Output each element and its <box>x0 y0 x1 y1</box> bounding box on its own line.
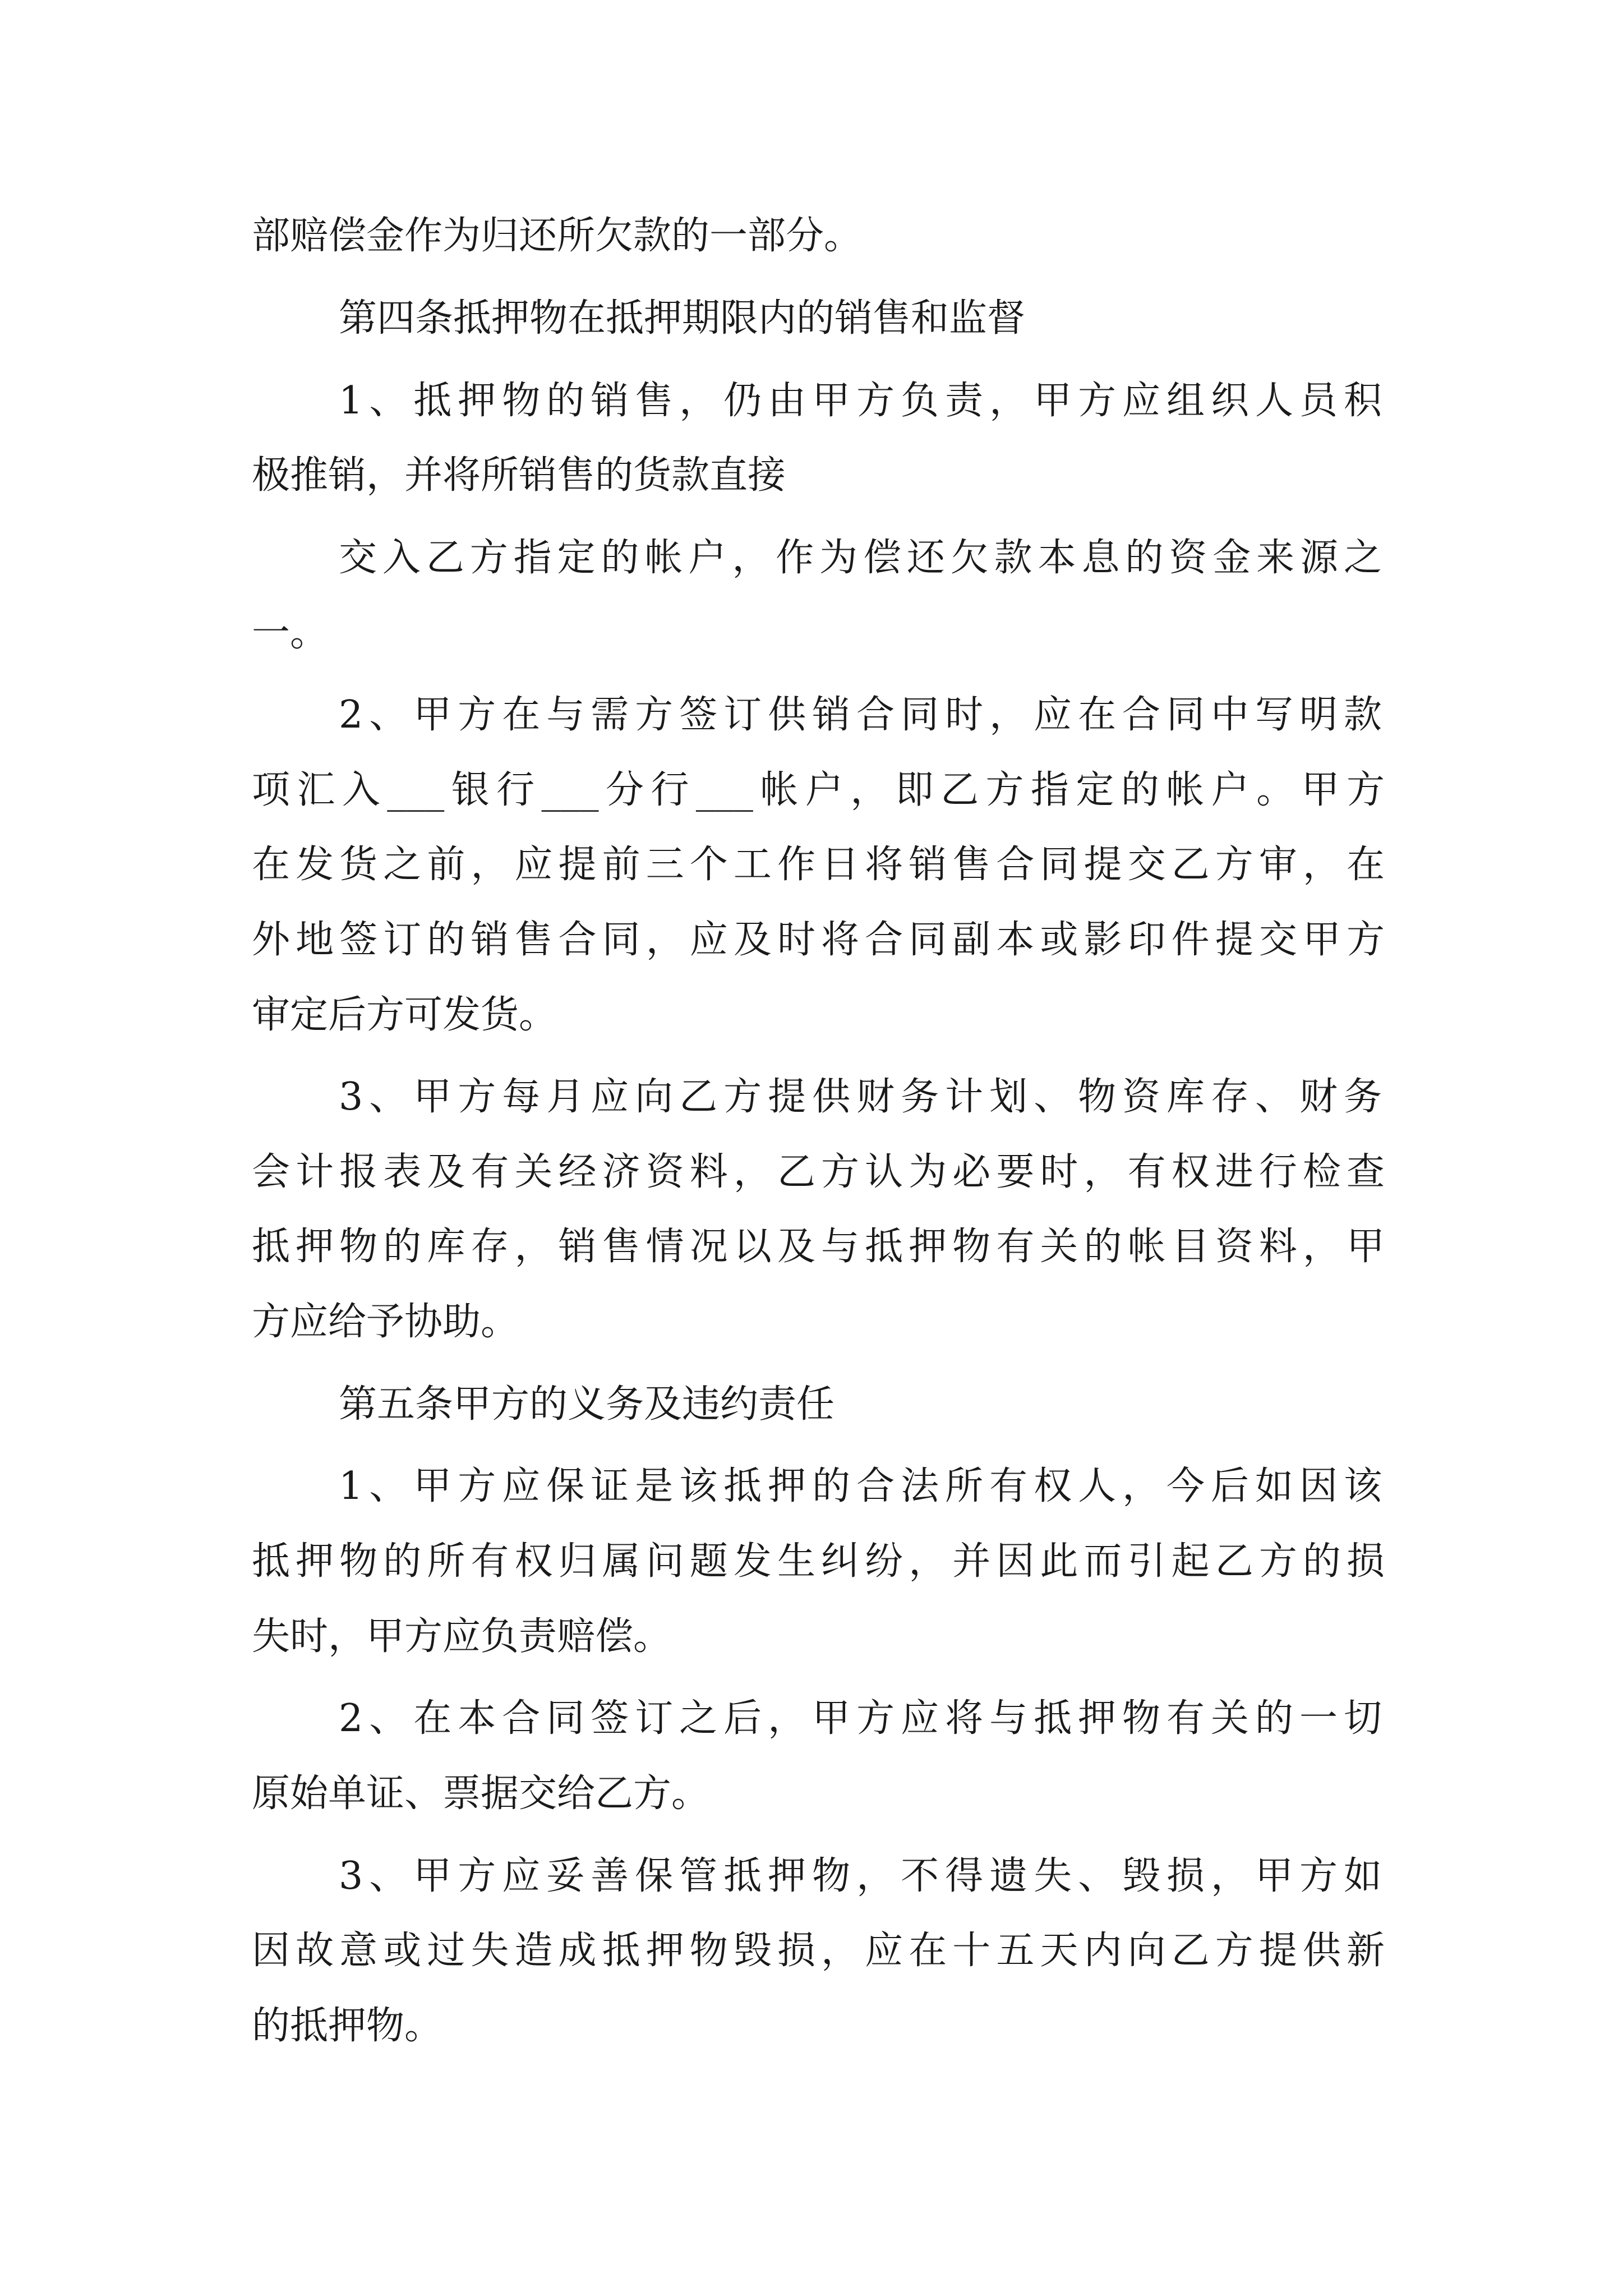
text-line: 1、抵押物的销售，仍由甲方负责，甲方应组织人员积 <box>339 379 1382 423</box>
text-line: 在发货之前，应提前三个工作日将销售合同提交乙方审，在 <box>252 843 1385 887</box>
text-line: 部赔偿金作为归还所欠款的一部分。 <box>252 214 863 258</box>
text-line: 原始单证、票据交给乙方。 <box>252 1772 710 1816</box>
text-line: 一。 <box>252 611 329 655</box>
text-line: 会计报表及有关经济资料，乙方认为必要时，有权进行检查 <box>252 1150 1385 1194</box>
text-line: 2、在本合同签订之后，甲方应将与抵押物有关的一切 <box>339 1696 1382 1741</box>
text-line: 3、甲方应妥善保管抵押物，不得遗失、毁损，甲方如 <box>339 1854 1382 1898</box>
text-line: 抵押物的库存，销售情况以及与抵押物有关的帐目资料，甲 <box>252 1225 1385 1269</box>
section-heading: 第五条甲方的义务及违约责任 <box>339 1382 835 1427</box>
text-line: 审定后方可发货。 <box>252 993 557 1037</box>
text-line: 方应给予协助。 <box>252 1300 519 1344</box>
text-line: 因故意或过失造成抵押物毁损，应在十五天内向乙方提供新 <box>252 1929 1385 1973</box>
text-line: 的抵押物。 <box>252 2004 443 2048</box>
text-line: 外地签订的销售合同，应及时将合同副本或影印件提交甲方 <box>252 918 1385 962</box>
section-heading: 第四条抵押物在抵押期限内的销售和监督 <box>339 296 1026 341</box>
text-line: 1、甲方应保证是该抵押的合法所有权人，今后如因该 <box>339 1464 1382 1508</box>
text-line: 2、甲方在与需方签订供销合同时，应在合同中写明款 <box>339 693 1382 737</box>
text-line: 项汇入___银行___分行___帐户，即乙方指定的帐户。甲方 <box>252 768 1385 812</box>
text-line: 3、甲方每月应向乙方提供财务计划、物资库存、财务 <box>339 1075 1382 1119</box>
text-line: 交入乙方指定的帐户，作为偿还欠款本息的资金来源之 <box>339 536 1382 580</box>
text-line: 抵押物的所有权归属问题发生纠纷，并因此而引起乙方的损 <box>252 1539 1385 1584</box>
text-line: 极推销，并将所销售的货款直接 <box>252 453 786 498</box>
text-line: 失时，甲方应负责赔偿。 <box>252 1614 672 1659</box>
